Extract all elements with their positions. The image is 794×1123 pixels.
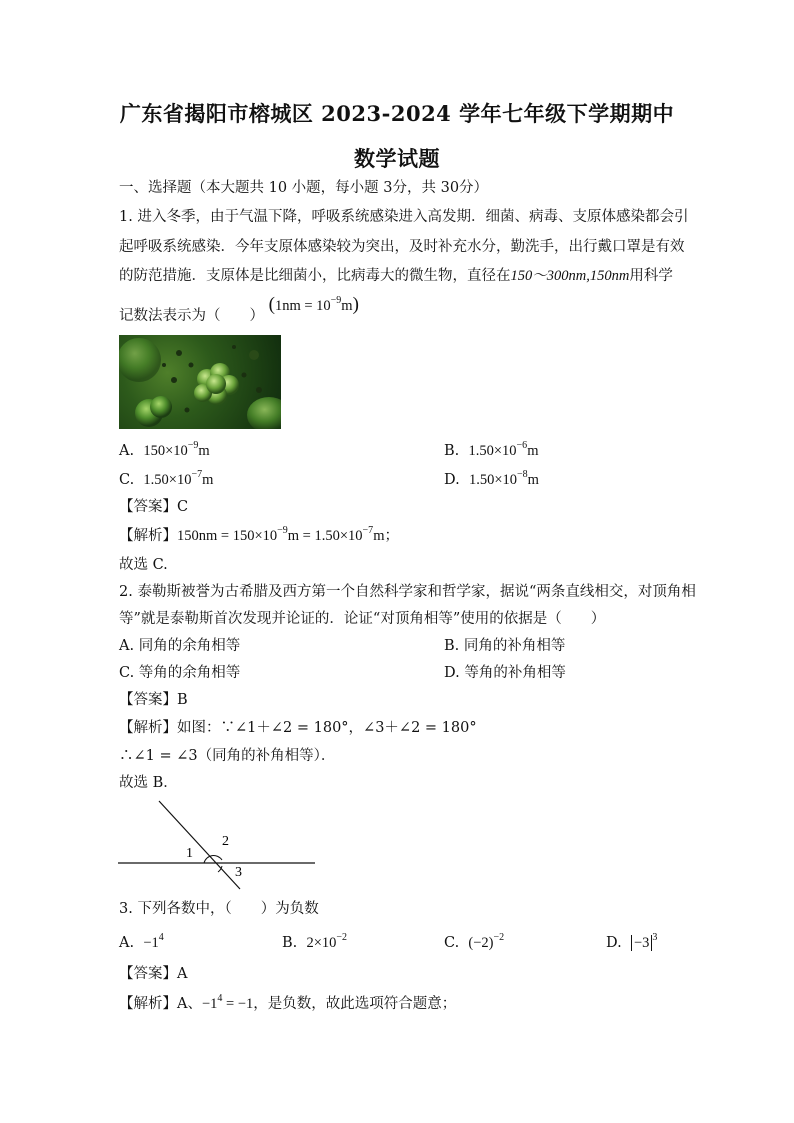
q3-answer: 【答案】A — [119, 966, 188, 982]
q1-option-a[interactable] — [119, 441, 210, 461]
q2-option-b[interactable]: B. 同角的补角相等 — [444, 638, 566, 654]
exam-subtitle: 数学试题 — [354, 146, 440, 171]
q3-option-a[interactable] — [119, 933, 164, 953]
q1-option-c-unit: m — [202, 472, 214, 488]
q3-option-d-label: D. — [606, 935, 622, 951]
q1-line-3-text: 的防范措施．支原体是比细菌小，比病毒大的微生物，直径在 — [119, 268, 511, 284]
q3-analysis-math: −1 — [201, 996, 218, 1012]
q2-analysis — [119, 718, 477, 738]
q3-option-a-exp: 4 — [158, 932, 164, 943]
q3-analysis-exp: 4 — [217, 993, 223, 1004]
q1-option-a-label: A. — [119, 443, 135, 459]
q3-option-c[interactable] — [444, 933, 504, 953]
q1-line-3 — [119, 266, 673, 286]
q1-analysis-math-2: m = 1.50×10 — [287, 528, 363, 544]
q2-line-2: 等”就是泰勒斯首次发现并论证的．论证“对顶角相等”使用的依据是（ ） — [119, 611, 606, 627]
q1-option-d-unit: m — [527, 472, 539, 488]
q3-option-b-exp: −2 — [336, 932, 348, 943]
q3-option-d-abs: −3 — [631, 935, 652, 951]
q3-option-b-base: 2×10 — [306, 935, 337, 951]
q3-option-c-base: (−2) — [468, 935, 494, 951]
q2-line-1: 2. 泰勒斯被誉为古希腊及西方第一个自然科学家和哲学家，据说“两条直线相交，对顶角相 — [119, 584, 696, 600]
q3-option-d[interactable] — [606, 933, 657, 953]
q1-choose: 故选 C. — [119, 557, 168, 573]
q2-option-c[interactable]: C. 等角的余角相等 — [119, 665, 241, 681]
q1-option-b-unit: m — [527, 443, 539, 459]
exam-title: 广东省揭阳市榕城区 2023-2024 学年七年级下学期期中 — [119, 101, 675, 126]
angle-label-2: 2 — [222, 834, 229, 849]
q1-option-d-base: 1.50×10 — [468, 472, 517, 488]
q1-option-c-base: 1.50×10 — [143, 472, 192, 488]
q3-option-c-label: C. — [444, 935, 460, 951]
q3-analysis — [119, 994, 456, 1014]
q2-answer: 【答案】B — [119, 692, 188, 708]
section-heading: 一、选择题（本大题共 10 小题，每小题 3分，共 30分） — [119, 180, 489, 196]
q1-unit-exp: −9 — [330, 295, 342, 306]
q1-analysis-exp-2: −7 — [362, 525, 374, 536]
q1-analysis-end: ； — [384, 528, 399, 544]
q1-option-b-label: B. — [444, 443, 460, 459]
q1-option-a-base: 150×10 — [143, 443, 188, 459]
q2-analysis-label: 【解析】 — [119, 720, 177, 736]
q2-choose: 故选 B． — [119, 775, 178, 791]
q1-unit-m: m — [341, 298, 353, 314]
q1-option-d[interactable] — [444, 470, 539, 490]
q1-analysis-exp-1: −9 — [277, 525, 288, 536]
q1-analysis-math-1: 150nm = 150×10 — [177, 528, 278, 544]
angle-label-1: 1 — [186, 846, 193, 861]
q1-line-3-end: 用科学 — [629, 268, 673, 284]
q3-analysis-a: A、 — [177, 996, 202, 1012]
q3-analysis-math-2: = −1 — [222, 996, 254, 1012]
q1-option-c-exp: −7 — [191, 469, 203, 480]
q2-analysis-text: 如图：∵∠1＋∠2 = 180°，∠3＋∠2 = 180° — [177, 720, 477, 736]
q1-analysis — [119, 526, 399, 546]
q3-line-1: 3. 下列各数中，（ ）为负数 — [119, 901, 319, 917]
microbe-image — [119, 335, 281, 429]
q1-stem-end: 记数法表示为（ ） — [119, 308, 264, 324]
q1-option-b[interactable] — [444, 441, 538, 461]
q1-unit-note: $(1nm = 10^{-9}m)$ — [268, 294, 359, 315]
intersecting-lines-figure — [118, 800, 318, 892]
q1-unit-math: 1nm = 10 — [274, 298, 331, 314]
q3-analysis-rest: ，是负数，故此选项符合题意； — [253, 996, 457, 1012]
q1-analysis-label: 【解析】 — [119, 528, 177, 544]
q1-option-d-exp: −8 — [517, 469, 528, 480]
q1-line-2: 起呼吸系统感染．今年支原体感染较为突出，及时补充水分，勤洗手，出行戴口罩是有效 — [119, 239, 685, 255]
q1-option-a-unit: m — [198, 443, 210, 459]
q3-analysis-label: 【解析】 — [119, 996, 177, 1012]
q1-option-a-exp: −9 — [187, 440, 199, 451]
q1-option-b-exp: −6 — [516, 440, 528, 451]
q3-option-d-exp: 3 — [652, 932, 658, 943]
q3-option-a-label: A. — [119, 935, 135, 951]
q1-line-1: 1. 进入冬季，由于气温下降，呼吸系统感染进入高发期．细菌、病毒、支原体感染都会引 — [119, 209, 689, 225]
q2-therefore: ∴∠1 = ∠3（同角的补角相等）． — [119, 748, 336, 764]
q3-option-c-exp: −2 — [493, 932, 505, 943]
q3-option-b[interactable] — [282, 933, 347, 953]
angle-label-3: 3 — [235, 865, 242, 880]
q1-option-d-label: D. — [444, 472, 460, 488]
q2-option-a[interactable]: A. 同角的余角相等 — [119, 638, 241, 654]
q3-option-a-base: −1 — [143, 935, 159, 951]
q1-option-c[interactable] — [119, 470, 213, 490]
q1-option-b-base: 1.50×10 — [468, 443, 517, 459]
q2-option-d[interactable]: D. 等角的补角相等 — [444, 665, 566, 681]
q1-line-4 — [119, 294, 359, 326]
q1-analysis-math-3: m — [373, 528, 385, 544]
q1-answer: 【答案】C — [119, 499, 189, 515]
q1-range-math: 150～300nm,150nm — [510, 268, 630, 284]
q3-option-b-label: B. — [282, 935, 298, 951]
q1-option-c-label: C. — [119, 472, 135, 488]
